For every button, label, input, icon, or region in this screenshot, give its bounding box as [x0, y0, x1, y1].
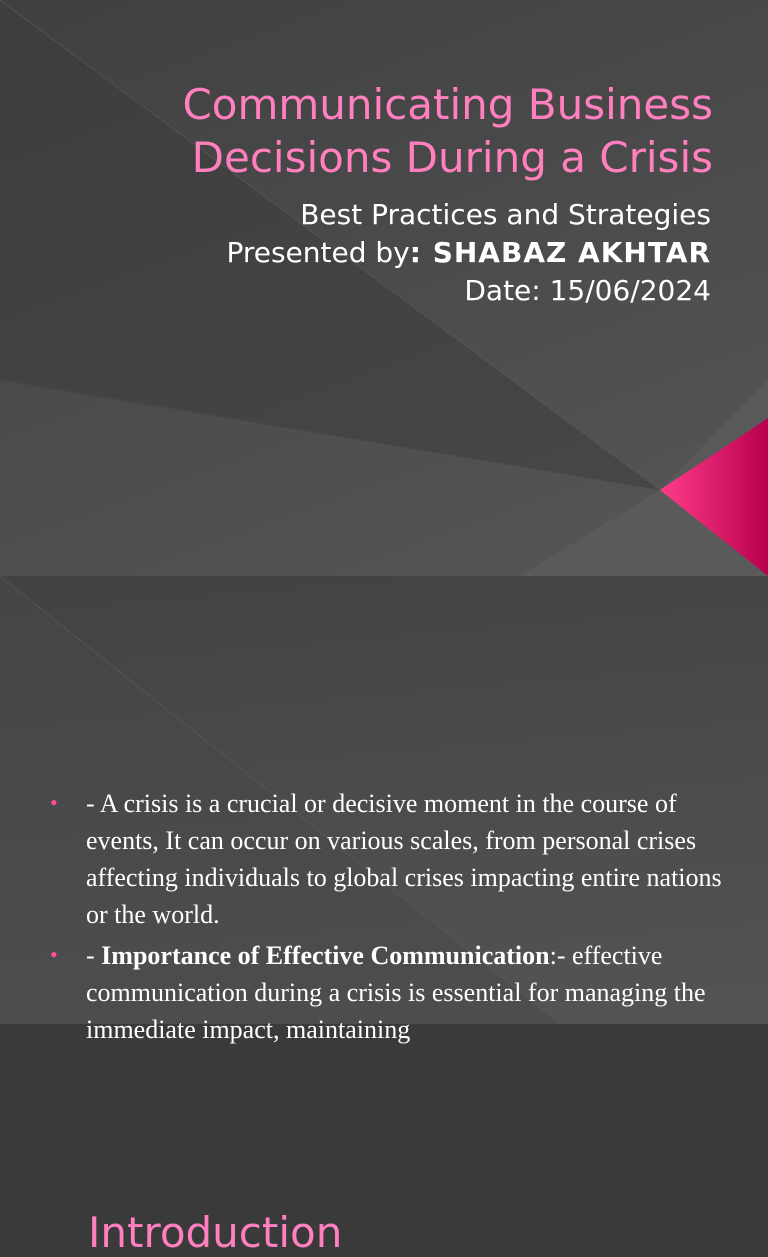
list-item — [50, 785, 730, 933]
title-slide — [0, 0, 768, 576]
bullet-bold-text: Importance of Effective Communication — [101, 941, 550, 970]
presenter-prefix: Presented by — [226, 236, 410, 269]
subtitle-tagline: Best Practices and Strategies — [300, 198, 711, 231]
bullet-list — [50, 785, 730, 1052]
presenter-name: : SHABAZ AKHTAR — [409, 236, 711, 269]
slide-title: Communicating Business Decisions During a Crisis — [182, 80, 713, 182]
bullet-text: - A crisis is a crucial or decisive moment in the course of events, It can occur on various scales, from personal crises affecting individuals to global crises impacting entire nations or the world. — [86, 789, 722, 929]
bullet-text: :- effective communication during a crisis is essential for managing the immediate impact, maintaining — [86, 941, 706, 1044]
bullet-icon: • — [50, 790, 58, 815]
bullet-icon: • — [50, 942, 58, 967]
list-item — [50, 937, 730, 1048]
presenter-line — [71, 234, 711, 272]
slide-heading: Introduction — [88, 1208, 343, 1257]
bullet-prefix: - — [86, 941, 102, 970]
slide-subtitle — [71, 196, 711, 310]
presentation-date: Date: 15/06/2024 — [464, 274, 711, 307]
